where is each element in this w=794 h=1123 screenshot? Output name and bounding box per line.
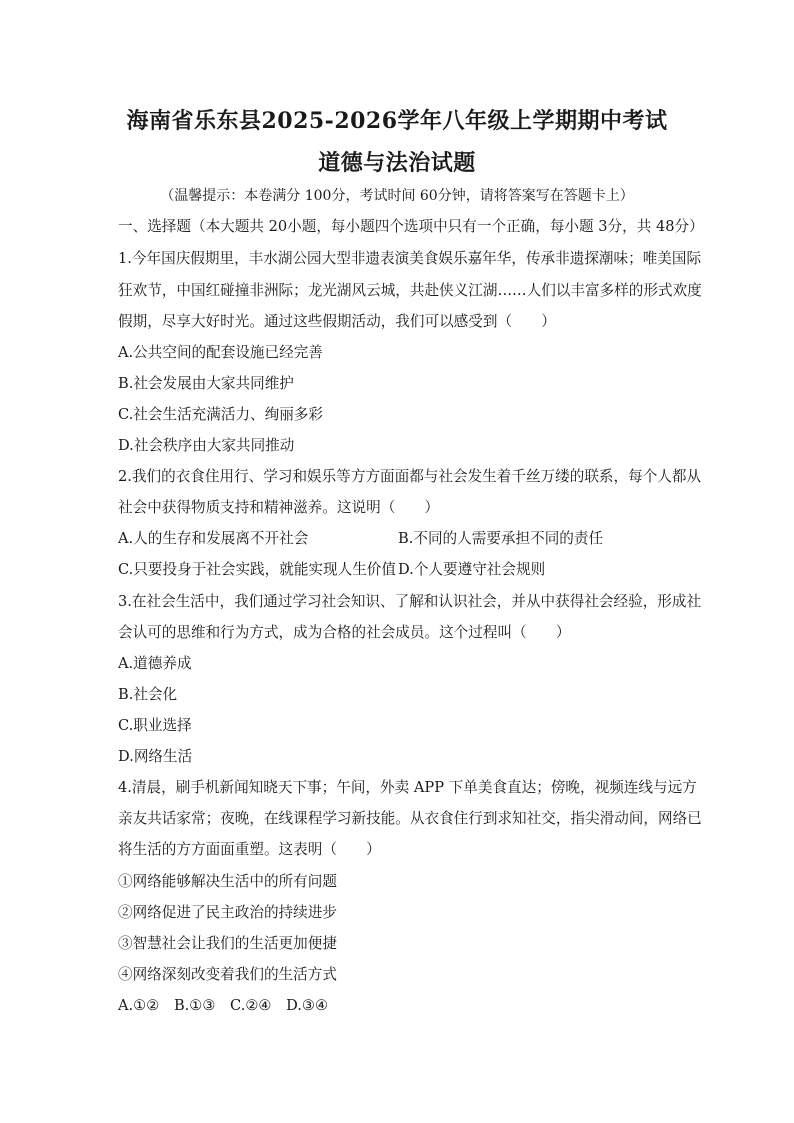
q1-option-b: B.社会发展由大家共同维护 (118, 375, 294, 392)
q1-stem-line: 假期，尽享大好时光。通过这些假期活动，我们可以感受到（ ） (118, 313, 556, 330)
q4-options: A.①② B.①③ C.②④ D.③④ (118, 997, 329, 1014)
q2-stem-line: 社会中获得物质支持和精神滋养。这说明（ ） (118, 499, 440, 516)
q2-option-b: B.不同的人需要承担不同的责任 (398, 530, 604, 547)
q1-option-c: C.社会生活充满活力、绚丽多彩 (118, 406, 324, 423)
q2-option-d: D.个人要遵守社会规则 (398, 561, 546, 578)
q4-stem-line: 4.清晨，刷手机新闻知晓天下事；午间，外卖 APP 下单美食直达；傍晚，视频连线与远方 (118, 779, 697, 796)
q4-statement-3: ③智慧社会让我们的生活更加便捷 (118, 935, 337, 952)
q2-option-c: C.只要投身于社会实践，就能实现人生价值 (118, 561, 396, 578)
q4-statement-2: ②网络促进了民主政治的持续进步 (118, 904, 337, 921)
q2-stem-line: 2.我们的衣食住用行、学习和娱乐等方方面面都与社会发生着千丝万缕的联系，每个人都从 (118, 468, 702, 485)
section-heading: 一、选择题（本大题共 20小题，每小题四个选项中只有一个正确，每小题 3分，共 48分） (118, 218, 704, 235)
exam-subtitle: 道德与法治试题 (318, 150, 476, 176)
q3-option-d: D.网络生活 (118, 748, 193, 765)
q4-stem-line: 亲友共话家常；夜晚，在线课程学习新技能。从衣食住行到求知社交，指尖滑动间，网络已 (118, 810, 702, 827)
q1-stem-line: 狂欢节，中国红碰撞非洲际；龙光湖风云城，共赴侠义江湖……人们以丰富多样的形式欢度 (118, 282, 702, 299)
q3-option-c: C.职业选择 (118, 717, 192, 734)
q3-option-a: A.道德养成 (118, 655, 192, 672)
q1-option-d: D.社会秩序由大家共同推动 (118, 437, 295, 454)
q4-statement-1: ①网络能够解决生活中的所有问题 (118, 873, 337, 890)
q2-option-a: A.人的生存和发展离不开社会 (118, 530, 309, 547)
q3-stem-line: 3.在社会生活中，我们通过学习社会知识、了解和认识社会，并从中获得社会经验，形成社 (118, 593, 702, 610)
exam-title: 海南省乐东县2025-2026学年八年级上学期期中考试 (126, 108, 668, 134)
q4-statement-4: ④网络深刻改变着我们的生活方式 (118, 966, 337, 983)
q1-stem-line: 1.今年国庆假期里，丰水湖公园大型非遗表演美食娱乐嘉年华，传承非遗探潮味；唯美国际 (118, 250, 702, 267)
q3-option-b: B.社会化 (118, 686, 178, 703)
q1-option-a: A.公共空间的配套设施已经完善 (118, 344, 323, 361)
exam-note: （温馨提示：本卷满分 100分，考试时间 60分钟，请将答案写在答题卡上） (160, 188, 634, 204)
q4-stem-line: 将生活的方方面面重塑。这表明（ ） (118, 841, 381, 858)
q3-stem-line: 会认可的思维和行为方式，成为合格的社会成员。这个过程叫（ ） (118, 624, 571, 641)
